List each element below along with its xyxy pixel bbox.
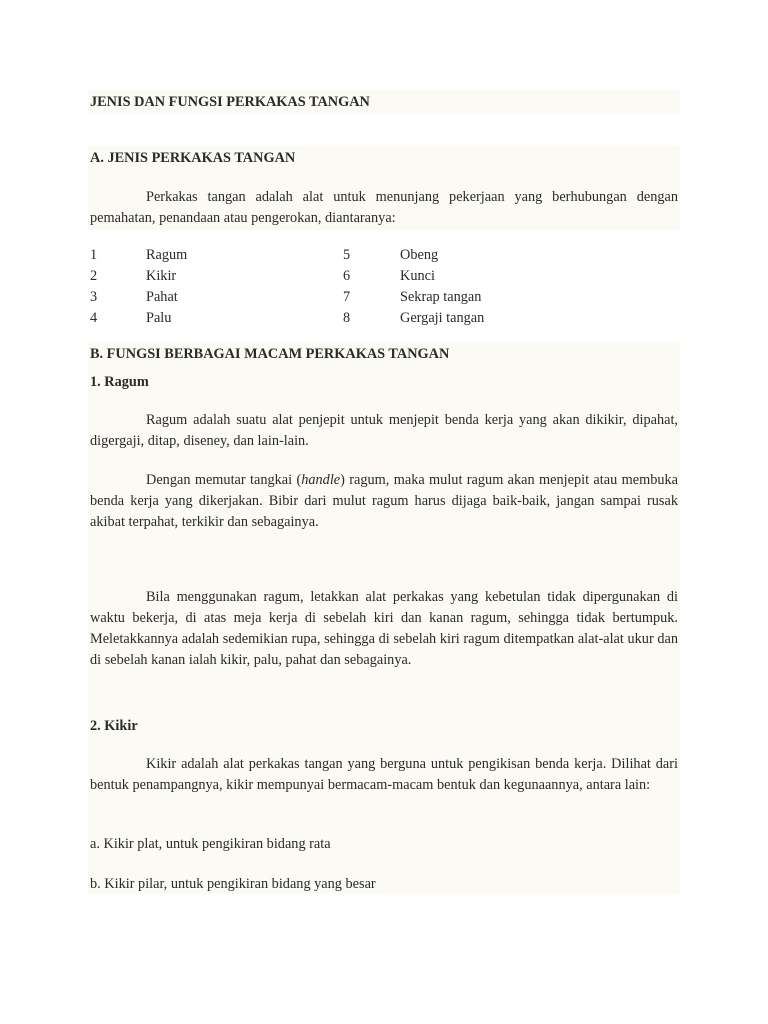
ragum-paragraph-1: Ragum adalah suatu alat penjepit untuk menjepit benda kerja yang akan dikikir, dipahat, digergaji, ditap, diseney, dan lain-lain.: [90, 412, 678, 449]
list-item-number: 4: [90, 310, 98, 326]
ragum-heading: 1. Ragum: [90, 374, 149, 390]
tools-right-names: [400, 245, 484, 329]
tools-left-names: [146, 245, 187, 329]
section-b-heading: B. FUNGSI BERBAGAI MACAM PERKAKAS TANGAN: [90, 346, 450, 362]
tools-right-numbers: [343, 245, 350, 329]
ragum-p2-after: ) ragum, maka mulut ragum akan menjepit atau membuka benda kerja yang dikerjakan. Bibir dari mulut ragum harus dijaga baik-baik, jangan sampai rusak akibat terpahat, terkikir dan sebagainya.: [90, 472, 678, 530]
list-item-number: 8: [343, 310, 351, 326]
list-item-name: Pahat: [146, 289, 178, 305]
section-a-intro: Perkakas tangan adalah alat untuk menunjang pekerjaan yang berhubungan dengan pemahatan, penandaan atau pengerokan, diantaranya:: [90, 189, 678, 226]
list-item-number: 1: [90, 247, 98, 263]
list-item-name: Kikir: [146, 268, 177, 284]
list-item-name: Gergaji tangan: [400, 310, 485, 326]
kikir-item-a: a. Kikir plat, untuk pengikiran bidang rata: [90, 836, 331, 852]
list-item-name: Palu: [146, 310, 172, 326]
list-item-number: 2: [90, 268, 98, 284]
ragum-paragraph-2: [90, 470, 678, 533]
list-item-number: 3: [90, 289, 98, 305]
list-item-number: 7: [343, 289, 351, 305]
list-item-name: Kunci: [400, 268, 435, 284]
ragum-paragraph-3: Bila menggunakan ragum, letakkan alat perkakas yang kebetulan tidak dipergunakan di waktu bekerja, di atas meja kerja di sebelah kiri dan kanan ragum, sehingga tidak bertumpuk. Meletakkannya adalah sedemikian rupa, sehingga di sebelah kiri ragum ditempatkan alat-alat ukur dan di sebelah kanan ialah kikir, palu, pahat dan sebagainya.: [90, 589, 678, 668]
ragum-p2-before: Dengan memutar tangkai (: [146, 472, 302, 488]
list-item-number: 6: [343, 268, 351, 284]
list-item-name: Sekrap tangan: [400, 289, 482, 305]
list-item-name: Obeng: [400, 247, 439, 263]
ragum-p2-italic: handle: [301, 472, 341, 488]
list-item-number: 5: [343, 247, 351, 263]
kikir-paragraph-1: Kikir adalah alat perkakas tangan yang berguna untuk pengikisan benda kerja. Dilihat dari bentuk penampangnya, kikir mempunyai bermacam-macam bentuk dan kegunaannya, antara lain:: [90, 756, 678, 793]
document-title: JENIS DAN FUNGSI PERKAKAS TANGAN: [90, 94, 370, 110]
kikir-item-b: b. Kikir pilar, untuk pengikiran bidang yang besar: [90, 876, 376, 892]
kikir-heading: 2. Kikir: [90, 718, 138, 734]
section-a-heading: A. JENIS PERKAKAS TANGAN: [90, 150, 296, 166]
tools-left-numbers: [90, 245, 97, 329]
list-item-name: Ragum: [146, 247, 188, 263]
